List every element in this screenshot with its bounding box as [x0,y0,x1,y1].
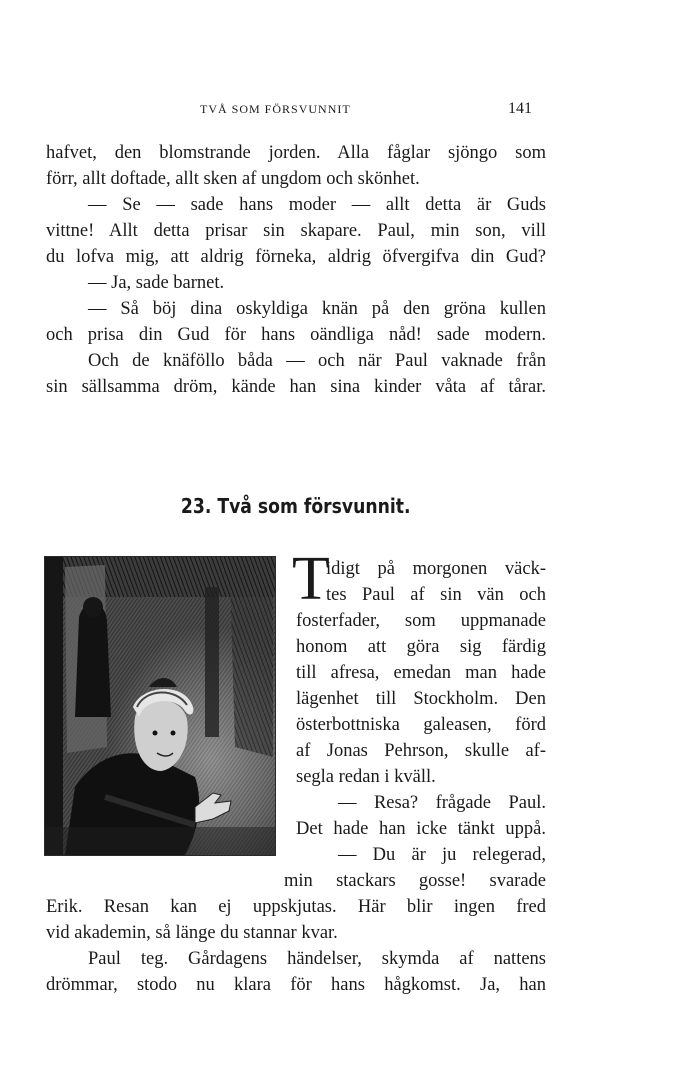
text-line: hafvet, den blomstrande jorden. Alla fåglar sjöngo som [46,143,546,163]
text-line: och prisa din Gud för hans oändliga nåd! sade modern. [46,325,546,345]
text-line: segla redan i kväll. [296,767,436,787]
text-line: Och de knäföllo båda — och när Paul vaknade från [88,351,546,371]
text-line: Paul teg. Gårdagens händelser, skymda af nattens [88,949,546,969]
drop-cap: T [292,545,330,613]
text-line: Det hade han icke tänkt uppå. [296,819,546,839]
text-line: drömmar, stodo nu klara för hans hågkomst. Ja, han [46,975,546,995]
text-line: österbottniska galeasen, förd [296,715,546,735]
text-line: du lofva mig, att aldrig förneka, aldrig öfvergifva din Gud? [46,247,546,267]
text-line: — Så böj dina oskyldiga knän på den gröna kullen [88,299,546,319]
text-line: till afresa, emedan man hade [296,663,546,683]
page-number: 141 [508,100,532,117]
text-line: — Resa? frågade Paul. [338,793,546,813]
chapter-title: 23. Två som försvunnit. [180,494,411,518]
text-line: tes Paul af sin vän och [326,585,546,605]
running-head [0,100,680,120]
text-line: idigt på morgonen väck- [326,559,546,579]
text-line: — Du är ju relegerad, [338,845,546,865]
text-line: lägenhet till Stockholm. Den [296,689,546,709]
text-line: fosterfader, som uppmanade [296,611,546,631]
illustration-engraving [44,556,276,856]
engraving-image [45,557,275,855]
text-line: sin sällsamma dröm, kände han sina kinder våta af tårar. [46,377,546,397]
text-line: af Jonas Pehrson, skulle af- [296,741,546,761]
text-line: vid akademin, så länge du stannar kvar. [46,923,338,943]
text-line: förr, allt doftade, allt sken af ungdom och skönhet. [46,169,420,189]
text-line: honom att göra sig färdig [296,637,546,657]
text-line: min stackars gosse! svarade [284,871,546,891]
text-line: — Se — sade hans moder — allt detta är Guds [88,195,546,215]
text-line: — Ja, sade barnet. [88,273,225,293]
running-head-title: TVÅ SOM FÖRSVUNNIT [200,102,351,116]
text-line: vittne! Allt detta prisar sin skapare. Paul, min son, vill [46,221,546,241]
text-line: Erik. Resan kan ej uppskjutas. Här blir ingen fred [46,897,546,917]
